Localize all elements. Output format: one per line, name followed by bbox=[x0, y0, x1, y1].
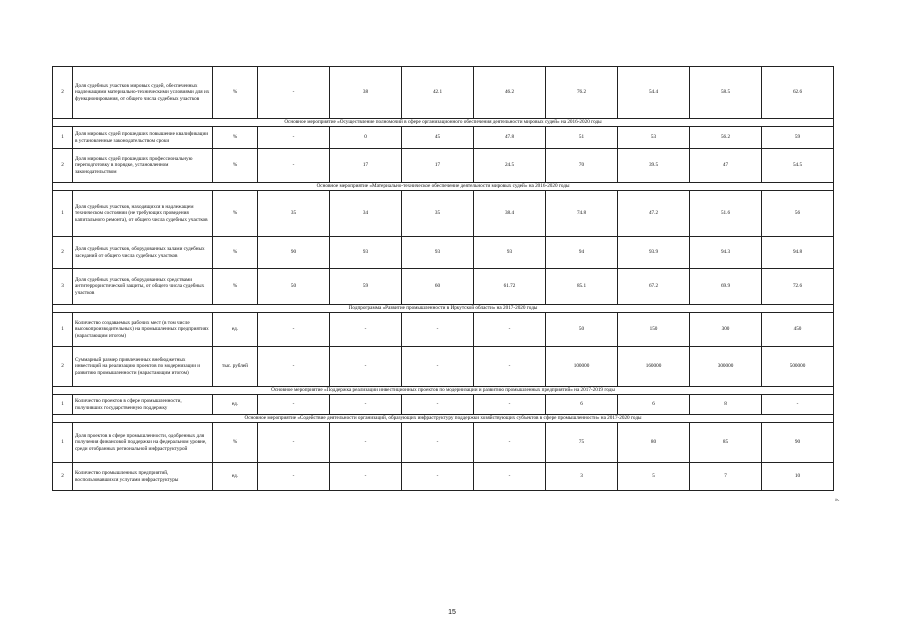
section-header-row bbox=[53, 387, 834, 395]
value-cell: - bbox=[258, 347, 330, 387]
value-cell: 67.2 bbox=[618, 269, 690, 305]
value-cell: 56.2 bbox=[690, 127, 762, 149]
indicator-name: Количество промышленных предприятий, воспользовавшихся услугами инфраструктуры bbox=[73, 463, 213, 491]
indicator-name: Доля судебных участков, оборудованных средствами антитеррористической защиты, от общего числа судебных участков bbox=[73, 269, 213, 305]
row-number: 2 bbox=[53, 463, 73, 491]
value-cell: - bbox=[258, 67, 330, 119]
value-cell: - bbox=[330, 347, 402, 387]
value-cell: - bbox=[474, 395, 546, 415]
indicator-name: Доля судебных участков мировых судей, обеспеченных надлежащими материально-техническими условиями для их функционирования, от общего числа судебных участков bbox=[73, 67, 213, 119]
value-cell: - bbox=[474, 313, 546, 347]
row-number: 2 bbox=[53, 67, 73, 119]
value-cell: - bbox=[330, 423, 402, 463]
section-title: Основное мероприятие «Поддержка реализации инвестиционных проектов по модернизации и развитию промышленных предприятий» на 2017-2019 годы bbox=[53, 387, 834, 395]
value-cell: 54.4 bbox=[618, 67, 690, 119]
row-number: 1 bbox=[53, 423, 73, 463]
value-cell: 35 bbox=[402, 191, 474, 237]
value-cell: 51.6 bbox=[690, 191, 762, 237]
indicator-row bbox=[53, 149, 834, 183]
value-cell: 500000 bbox=[762, 347, 834, 387]
value-cell: 75 bbox=[546, 423, 618, 463]
value-cell: - bbox=[258, 463, 330, 491]
value-cell: 39.5 bbox=[618, 149, 690, 183]
section-title: Основное мероприятие «Материально-техническое обеспечение деятельности мировых судей» на 2016-2020 годы bbox=[53, 183, 834, 191]
indicator-row bbox=[53, 237, 834, 269]
indicator-name: Доля мировых судей прошедших повышение квалификации в установленные законодательством сроки bbox=[73, 127, 213, 149]
value-cell: - bbox=[258, 149, 330, 183]
value-cell: 70 bbox=[546, 149, 618, 183]
value-cell: - bbox=[330, 463, 402, 491]
value-cell: 46.2 bbox=[474, 67, 546, 119]
value-cell: 93 bbox=[474, 237, 546, 269]
value-cell: 34 bbox=[330, 191, 402, 237]
value-cell: 7 bbox=[690, 463, 762, 491]
section-title: Основное мероприятие «Содействие деятельности организаций, образующих инфраструктуру поддержки хозяйствующих субъектов в сфере промышленности» на 2017-2020 годы bbox=[53, 415, 834, 423]
section-title: Основное мероприятие «Осуществление полномочий в сфере организационного обеспечения деятельности мировых судей» на 2016-2020 годы bbox=[53, 119, 834, 127]
value-cell: 80 bbox=[618, 423, 690, 463]
value-cell: 0 bbox=[330, 127, 402, 149]
margin-mark: ». bbox=[835, 497, 840, 503]
indicator-name: Доля мировых судей прошедших профессиональную переподготовку в порядке, установленном законодательством bbox=[73, 149, 213, 183]
unit-cell: % bbox=[213, 191, 258, 237]
value-cell: 35 bbox=[258, 191, 330, 237]
value-cell: - bbox=[258, 395, 330, 415]
unit-cell: ед. bbox=[213, 463, 258, 491]
value-cell: 59 bbox=[330, 269, 402, 305]
row-number: 2 bbox=[53, 149, 73, 183]
value-cell: 94.8 bbox=[762, 237, 834, 269]
indicator-name: Суммарный размер привлеченных внебюджетных инвестиций на реализацию проектов по модернизации и развитию промышленности (нарастающим итогом) bbox=[73, 347, 213, 387]
value-cell: 76.2 bbox=[546, 67, 618, 119]
indicator-name: Количество проектов в сфере промышленности, получивших государственную поддержку bbox=[73, 395, 213, 415]
value-cell: 6 bbox=[546, 395, 618, 415]
indicator-row bbox=[53, 127, 834, 149]
indicator-row bbox=[53, 191, 834, 237]
unit-cell: % bbox=[213, 149, 258, 183]
section-title: Подпрограмма «Развитие промышленности в Иркутской области» на 2017-2020 годы bbox=[53, 305, 834, 313]
value-cell: 160000 bbox=[618, 347, 690, 387]
indicator-row bbox=[53, 313, 834, 347]
value-cell: 56 bbox=[762, 191, 834, 237]
value-cell: 10 bbox=[762, 463, 834, 491]
value-cell: 60 bbox=[402, 269, 474, 305]
indicator-name: Доля судебных участков, оборудованных залами судебных заседаний от общего числа судебных участков bbox=[73, 237, 213, 269]
value-cell: 85.1 bbox=[546, 269, 618, 305]
value-cell: 62.6 bbox=[762, 67, 834, 119]
value-cell: 17 bbox=[402, 149, 474, 183]
value-cell: 54.5 bbox=[762, 149, 834, 183]
value-cell: 150 bbox=[618, 313, 690, 347]
value-cell: 8 bbox=[690, 395, 762, 415]
indicators-table bbox=[52, 66, 834, 491]
row-number: 3 bbox=[53, 269, 73, 305]
value-cell: 50 bbox=[546, 313, 618, 347]
indicator-row bbox=[53, 67, 834, 119]
value-cell: - bbox=[258, 127, 330, 149]
value-cell: - bbox=[258, 423, 330, 463]
row-number: 1 bbox=[53, 191, 73, 237]
value-cell: 61.72 bbox=[474, 269, 546, 305]
indicator-name: Доля проектов в сфере промышленности, одобренных для получения финансовой поддержки на федеральном уровне, среди отобранных региональной инфраструктурой bbox=[73, 423, 213, 463]
value-cell: 90 bbox=[258, 237, 330, 269]
unit-cell: % bbox=[213, 67, 258, 119]
indicator-name: Доля судебных участков, находящихся в надлежащем техническом состоянии (не требующих проведения капитального ремонта), от общего числа судебных участков bbox=[73, 191, 213, 237]
row-number: 2 bbox=[53, 237, 73, 269]
value-cell: 45 bbox=[402, 127, 474, 149]
value-cell: 300000 bbox=[690, 347, 762, 387]
value-cell: 38.4 bbox=[474, 191, 546, 237]
indicator-row bbox=[53, 347, 834, 387]
unit-cell: % bbox=[213, 269, 258, 305]
value-cell: - bbox=[330, 313, 402, 347]
unit-cell: % bbox=[213, 237, 258, 269]
value-cell: 47.8 bbox=[474, 127, 546, 149]
value-cell: - bbox=[474, 423, 546, 463]
value-cell: - bbox=[402, 423, 474, 463]
page-number: 15 bbox=[448, 609, 456, 616]
value-cell: 94 bbox=[546, 237, 618, 269]
value-cell: - bbox=[402, 313, 474, 347]
row-number: 2 bbox=[53, 347, 73, 387]
value-cell: 69.9 bbox=[690, 269, 762, 305]
row-number: 1 bbox=[53, 313, 73, 347]
value-cell: - bbox=[402, 347, 474, 387]
indicator-row bbox=[53, 423, 834, 463]
value-cell: 53 bbox=[618, 127, 690, 149]
value-cell: 74.8 bbox=[546, 191, 618, 237]
unit-cell: тыс. рублей bbox=[213, 347, 258, 387]
value-cell: 72.6 bbox=[762, 269, 834, 305]
indicator-row bbox=[53, 395, 834, 415]
value-cell: 450 bbox=[762, 313, 834, 347]
value-cell: 59 bbox=[762, 127, 834, 149]
value-cell: - bbox=[474, 347, 546, 387]
section-header-row bbox=[53, 415, 834, 423]
section-header-row bbox=[53, 183, 834, 191]
value-cell: 47.2 bbox=[618, 191, 690, 237]
value-cell: 93 bbox=[330, 237, 402, 269]
value-cell: 3 bbox=[546, 463, 618, 491]
unit-cell: % bbox=[213, 127, 258, 149]
value-cell: 5 bbox=[618, 463, 690, 491]
value-cell: 100000 bbox=[546, 347, 618, 387]
section-header-row bbox=[53, 119, 834, 127]
value-cell: 85 bbox=[690, 423, 762, 463]
value-cell: 90 bbox=[762, 423, 834, 463]
value-cell: 300 bbox=[690, 313, 762, 347]
value-cell: 42.1 bbox=[402, 67, 474, 119]
value-cell: 24.5 bbox=[474, 149, 546, 183]
value-cell: - bbox=[330, 395, 402, 415]
row-number: 1 bbox=[53, 395, 73, 415]
value-cell: - bbox=[402, 395, 474, 415]
value-cell: 94.3 bbox=[690, 237, 762, 269]
indicator-row bbox=[53, 463, 834, 491]
row-number: 1 bbox=[53, 127, 73, 149]
value-cell: 6 bbox=[618, 395, 690, 415]
value-cell: 47 bbox=[690, 149, 762, 183]
value-cell: - bbox=[762, 395, 834, 415]
indicator-row bbox=[53, 269, 834, 305]
value-cell: - bbox=[258, 313, 330, 347]
unit-cell: % bbox=[213, 423, 258, 463]
value-cell: 50 bbox=[258, 269, 330, 305]
value-cell: - bbox=[474, 463, 546, 491]
value-cell: 93 bbox=[402, 237, 474, 269]
value-cell: 93.9 bbox=[618, 237, 690, 269]
value-cell: 17 bbox=[330, 149, 402, 183]
value-cell: 51 bbox=[546, 127, 618, 149]
indicator-name: Количество создаваемых рабочих мест (в том числе высокопроизводительных) на промышленных предприятиях (нарастающим итогом) bbox=[73, 313, 213, 347]
section-header-row bbox=[53, 305, 834, 313]
unit-cell: ед. bbox=[213, 313, 258, 347]
unit-cell: ед. bbox=[213, 395, 258, 415]
value-cell: 38 bbox=[330, 67, 402, 119]
value-cell: - bbox=[402, 463, 474, 491]
value-cell: 58.5 bbox=[690, 67, 762, 119]
